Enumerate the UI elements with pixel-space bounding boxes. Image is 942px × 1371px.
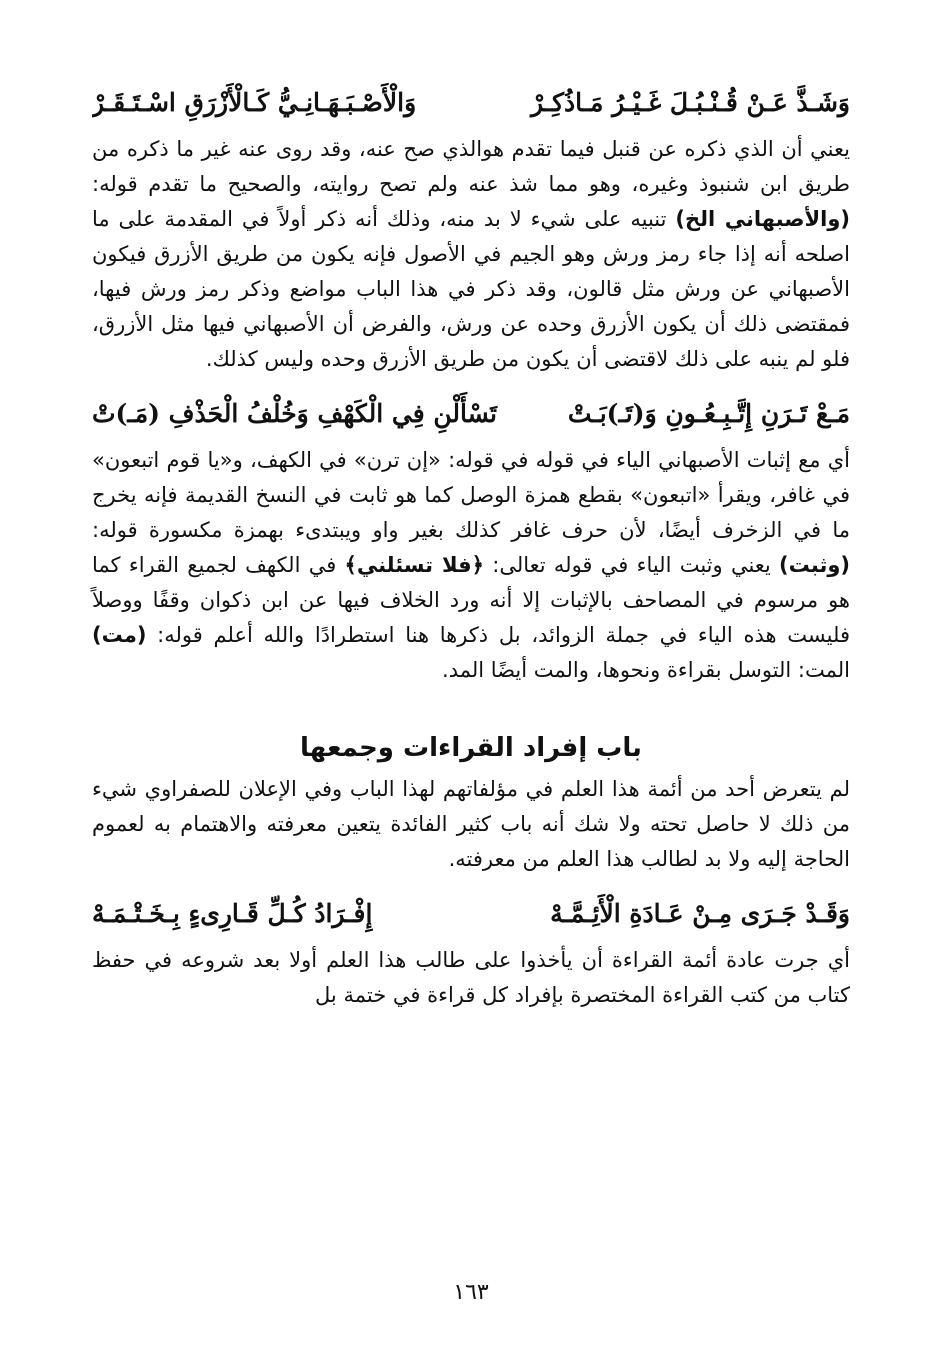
verse-1-second-hemistich: وَالْأَصْـبَـهَـانِـيُّ كَـالْأَزْرَقِ اسْـتَـقَـرْ	[92, 88, 417, 117]
commentary-paragraph-1	[92, 132, 850, 377]
verse-2-second-hemistich: تَسْأَلْنِ فِي الْكَهْفِ وَخُلْفُ الْحَذْفِ (مَـ)تْ	[92, 399, 497, 428]
verse-2-first-hemistich: مَـعْ تَـرَنِ إِتَّـبِـعُـونِ وَ(تَـ)بَـتْ	[567, 399, 850, 428]
p2-quote-mat: (مت)	[92, 623, 147, 647]
page-number: ١٦٣	[453, 1280, 489, 1305]
verse-3-first-hemistich: وَقَـدْ جَـرَى مِـنْ عَـادَةِ الْأَئِـمَّـهْ	[550, 899, 850, 928]
p1-text-a: يعني أن الذي ذكره عن قنبل فيما تقدم هوالذي صح عنه، وقد روى عنه غير ما ذكره من طريق ابن شنبوذ وغيره، وهو مما شذ عنه ولم تصح روايته، والصحيح ما تقدم قوله:	[92, 137, 850, 196]
verse-line-2	[92, 391, 850, 437]
p2-text-a: أي مع إثبات الأصبهاني الياء في قوله في قوله: «إن ترن» في الكهف، و«يا قوم اتبعون» في غافر، ويقرأ «اتبعون» بقطع همزة الوصل كما هو ثابت في النسخ القديمة فإنه يخرج ما في الزخرف أيضًا، لأن حرف غافر كذلك بغير واو ويبتدىء بهمزة مكسورة قوله:	[92, 448, 850, 542]
commentary-paragraph-2	[92, 443, 850, 688]
verse-line-3	[92, 891, 850, 937]
verse-1-first-hemistich: وَشَـذَّ عَـنْ قُـنْـبُـلَ غَـيْـرُ مَـاذُكِـرْ	[530, 88, 850, 117]
verse-3-second-hemistich: إِفْـرَادُ كُـلِّ قَـارِىءٍ بِـخَـتْـمَـهْ	[92, 899, 373, 928]
verse-line-1	[92, 80, 850, 126]
p1-text-c: تنبيه على شيء لا بد منه، وذلك أنه ذكر أولاً في المقدمة على ما اصلحه أنه إذا جاء رمز ورش وهو الجيم في الأصول فإنه يكون من طريق الأزرق فيكون الأصبهاني عن ورش مثل قالون، وقد ذكر في هذا الباب مواضع وذكر رمز ورش فيها، فمقتضى ذلك أن يكون الأزرق وحده عن ورش، والفرض أن الأصبهاني فيها مثل الأزرق، فلو لم ينبه على ذلك لاقتضى أن يكون من طريق الأزرق وحده وليس كذلك.	[92, 207, 850, 371]
p2-text-c: يعني وثبت الياء في قوله تعالى:	[483, 553, 780, 577]
p2-quote-wathabat: (وثبت)	[779, 553, 850, 577]
p2-text-g: المت: التوسل بقراءة ونحوها، والمت أيضًا المد.	[442, 658, 850, 682]
commentary-paragraph-3: لم يتعرض أحد من أئمة هذا العلم في مؤلفاتهم لهذا الباب وفي الإعلان للصفراوي شيء من ذلك لا حاصل تحته ولا شك أنه باب كثير الفائدة يتعين معرفته والاهتمام به لعموم الحاجة إليه ولا بد لطالب هذا العلم من معرفته.	[92, 777, 850, 871]
p2-text-e: في الكهف لجميع القراء كما هو مرسوم في المصاحف بالإثبات إلا أنه ورد الخلاف فيها عن ابن ذكوان وقفًا ووصلاً فليست هذه الياء في جملة الزوائد، بل ذكرها هنا استطرادًا والله أعلم قوله:	[92, 553, 850, 647]
page-body	[92, 70, 850, 1291]
section-heading: باب إفراد القراءات وجمعها	[300, 733, 642, 763]
p2-quran-quote: ﴿فلا تسئلني﴾	[344, 553, 484, 577]
commentary-paragraph-4: أي جرت عادة أئمة القراءة أن يأخذوا على طالب هذا العلم أولا بعد شروعه في حفظ كتاب من كتب القراءة المختصرة بإفراد كل قراءة في ختمة بل	[92, 948, 850, 1007]
p1-quote-ref: (والأصبهاني الخ)	[675, 207, 850, 231]
